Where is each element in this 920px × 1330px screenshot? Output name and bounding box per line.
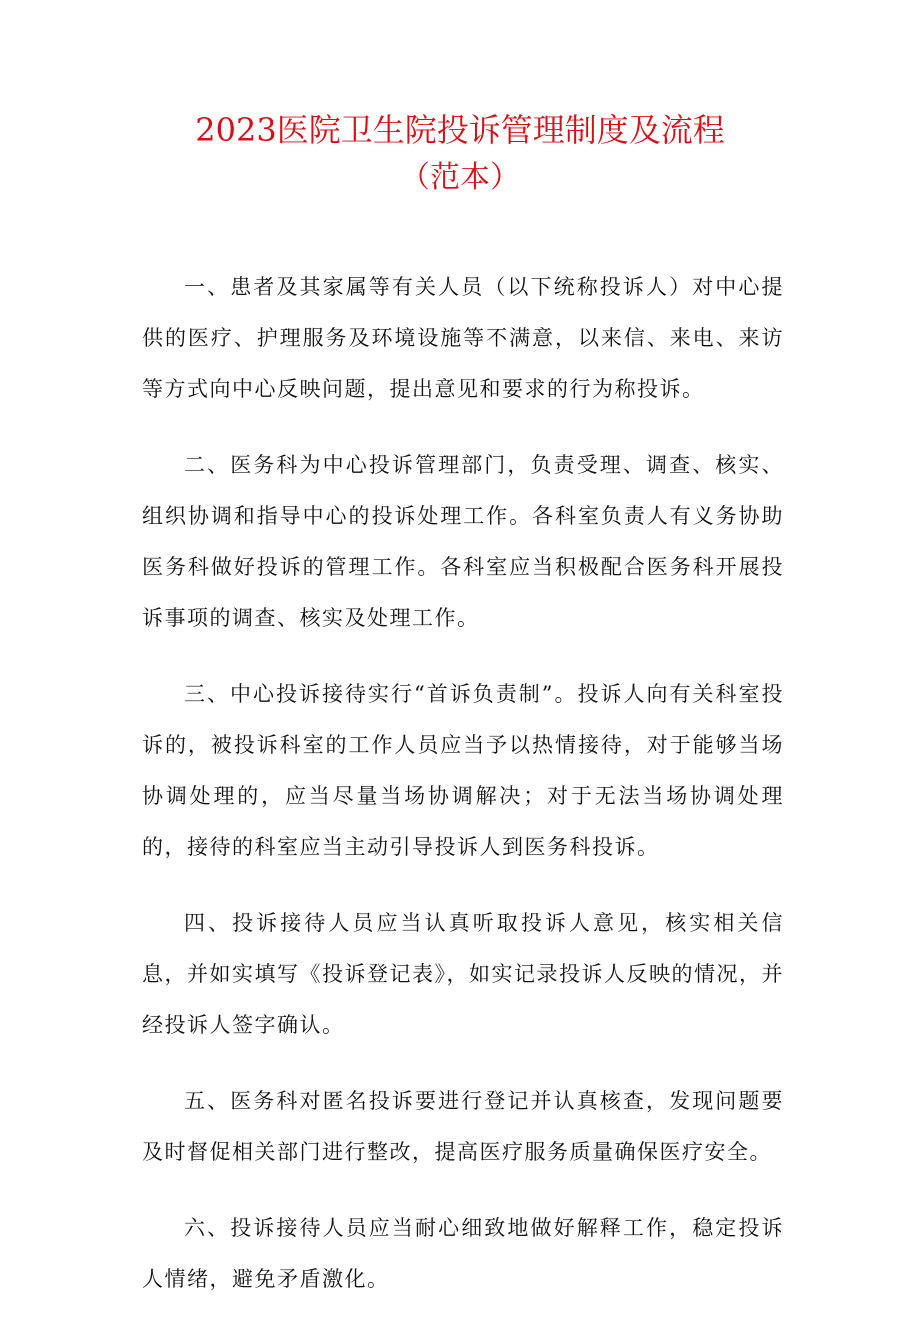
document-title: 2023医院卫生院投诉管理制度及流程 <box>195 111 725 149</box>
paragraph-4: 四、投诉接待人员应当认真听取投诉人意见，核实相关信息，并如实填写《投诉登记表》，如实记录投诉人反映的情况，并经投诉人签字确认。 <box>142 911 784 1037</box>
document-subtitle: （范本） <box>400 160 520 195</box>
paragraph-2: 二、医务科为中心投诉管理部门，负责受理、调查、核实、组织协调和指导中心的投诉处理工作。各科室负责人有义务协助医务科做好投诉的管理工作。各科室应当积极配合医务科开展投诉事项的调查、核实及处理工作。 <box>142 453 784 630</box>
paragraph-5: 五、医务科对匿名投诉要进行登记并认真核查，发现问题要及时督促相关部门进行整改，提高医疗服务质量确保医疗安全。 <box>142 1089 784 1164</box>
document-body <box>142 262 784 1330</box>
paragraph-1: 一、患者及其家属等有关人员（以下统称投诉人）对中心提供的医疗、护理服务及环境设施等不满意，以来信、来电、来访等方式向中心反映问题，提出意见和要求的行为称投诉。 <box>142 275 784 401</box>
paragraph-6: 六、投诉接待人员应当耐心细致地做好解释工作，稳定投诉人情绪，避免矛盾激化。 <box>142 1216 784 1291</box>
paragraph-3: 三、中心投诉接待实行“首诉负责制”。投诉人向有关科室投诉的，被投诉科室的工作人员应当予以热情接待，对于能够当场协调处理的，应当尽量当场协调解决；对于无法当场协调处理的，接待的科室应当主动引导投诉人到医务科投诉。 <box>142 682 784 859</box>
